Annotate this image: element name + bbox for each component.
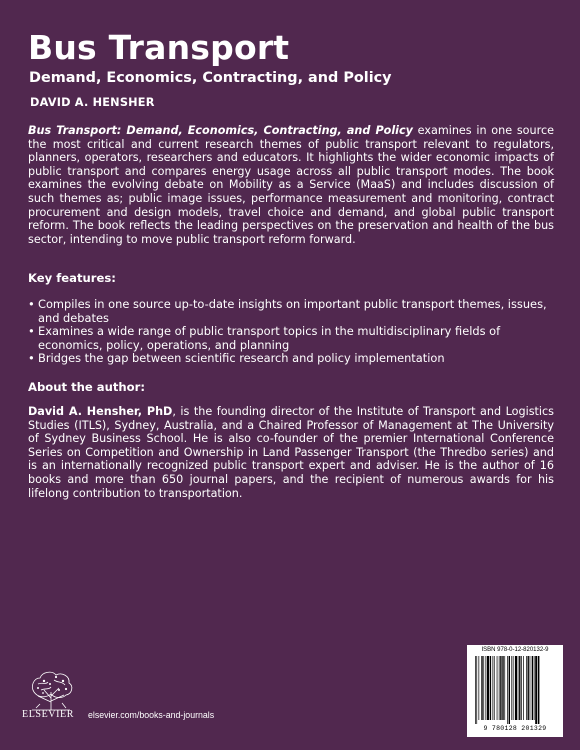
- publisher-name: ELSEVIER: [22, 709, 75, 720]
- book-subtitle: Demand, Economics, Contracting, and Policy: [29, 70, 392, 86]
- barcode-bar: [532, 656, 533, 720]
- barcode-bar: [504, 656, 505, 720]
- description-lead: Bus Transport: Demand, Economics, Contracting, and Policy: [28, 124, 413, 137]
- isbn-barcode: [467, 645, 563, 737]
- barcode-bar: [499, 656, 500, 720]
- barcode-bar: [481, 656, 482, 720]
- barcode-bar: [526, 656, 527, 720]
- elsevier-tree-logo-icon: [26, 668, 76, 712]
- barcode-bar: [511, 656, 512, 720]
- description-text: examines in one source the most critical and current research themes of public transport relevant to regulators, planners, operators, researchers and educators. It highlights the wider economic impacts of public transport and compares energy usage across all public transport modes. The book examines the evolving debate on Mobility as a Service (MaaS) and includes discussion of such themes as; public image issues, performance measurement and monitoring, contract procurement and design models, travel choice and demand, and global public transport reform. The book reflects the leading perspectives on the preservation and health of the bus sector, intending to move public transport reform forward.: [28, 124, 554, 246]
- key-features-list: [28, 298, 556, 366]
- barcode-icon: [473, 656, 557, 724]
- publisher-url: elsevier.com/books-and-journals: [88, 710, 215, 720]
- author-bio-text: , is the founding director of the Institute of Transport and Logistics Studies (ITLS), Sydney, Australia, and a Chaired Professor of Management at The University of Sydney Business School. He is also co-founder of the premier International Conference Series on Competition and Ownership in Land Passenger Transport (the Thredbo series) and is an internationally recognized public transport expert and adviser. He is the author of 16 books and more than 650 journal papers, and the recipient of numerous awards for his lifelong contribution to transportation.: [28, 405, 554, 500]
- barcode-bar: [475, 656, 476, 724]
- list-item: • Examines a wide range of public transport topics in the multidisciplinary fields of economics, policy, operations, and planning: [28, 325, 556, 352]
- isbn-digits: 9 780128 201329: [483, 725, 547, 732]
- barcode-bar: [486, 656, 487, 720]
- barcode-bar: [535, 656, 537, 724]
- barcode-bar: [502, 656, 503, 720]
- isbn-label: ISBN 978-0-12-820132-9: [481, 647, 549, 653]
- barcode-bar: [521, 656, 522, 720]
- barcode-bar: [513, 656, 514, 720]
- barcode-bar: [528, 656, 529, 720]
- barcode-bar: [518, 656, 519, 720]
- barcode-bar: [490, 656, 491, 720]
- barcode-bar: [483, 656, 484, 720]
- barcode-bar: [479, 656, 480, 720]
- key-features-heading: Key features:: [28, 271, 116, 285]
- barcode-bar: [538, 656, 539, 724]
- barcode-bar: [509, 656, 510, 724]
- list-item: • Bridges the gap between scientific research and policy implementation: [28, 352, 556, 366]
- barcode-bar: [497, 656, 498, 720]
- barcode-bar: [487, 656, 489, 720]
- author-bio-name: David A. Hensher, PhD: [28, 405, 173, 418]
- barcode-bar: [523, 656, 524, 720]
- book-title: Bus Transport: [28, 28, 290, 67]
- barcode-bar: [500, 656, 501, 720]
- barcode-bar: [530, 656, 531, 720]
- barcode-bar: [494, 656, 495, 720]
- barcode-bar: [507, 656, 508, 724]
- barcode-bar: [493, 656, 494, 720]
- about-author-heading: About the author:: [28, 380, 145, 394]
- barcode-bar: [519, 656, 520, 720]
- author-name: DAVID A. HENSHER: [30, 96, 155, 109]
- author-bio-paragraph: [28, 405, 554, 500]
- barcode-bar: [476, 656, 477, 724]
- barcode-bar: [534, 656, 535, 720]
- description-paragraph: [28, 124, 554, 246]
- list-item: • Compiles in one source up-to-date insights on important public transport themes, issues, and debates: [28, 298, 556, 325]
- barcode-bar: [515, 656, 517, 720]
